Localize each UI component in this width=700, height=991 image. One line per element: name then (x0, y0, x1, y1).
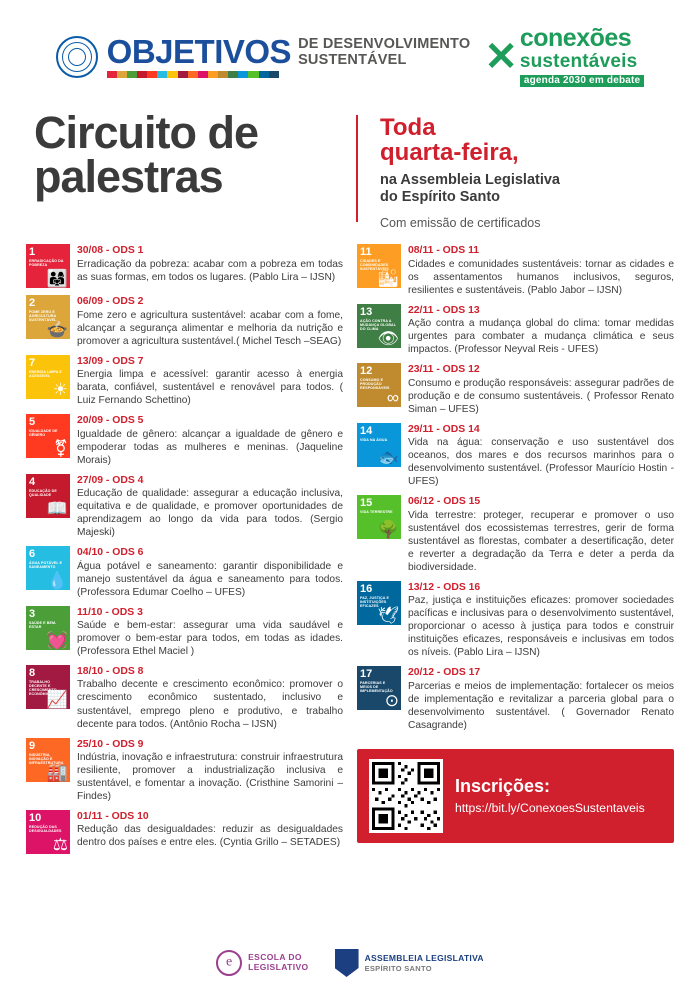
ods-icon-1 (26, 244, 70, 288)
conexoes-mark-icon: ✕ (484, 34, 514, 79)
ods-glyph-icon: 🍲 (46, 320, 68, 340)
ods-label: ERRADICAÇÃO DA POBREZA (29, 259, 64, 268)
ods-icon-17 (357, 666, 401, 710)
schedule-entry (26, 738, 343, 804)
ods-color-swatch-10 (198, 71, 208, 78)
ods-glyph-icon: ⊙ (384, 691, 399, 711)
ods-icon-13 (357, 304, 401, 348)
ods-subtitle-line2: SUSTENTÁVEL (298, 51, 407, 68)
ods-color-swatch-11 (208, 71, 218, 78)
schedule-entry (26, 546, 343, 598)
entry-date: 04/10 - ODS 6 (77, 547, 144, 559)
entry-date: 01/11 - ODS 10 (77, 811, 149, 823)
title-block (0, 93, 700, 240)
ods-label: ÁGUA POTÁVEL E SANEAMENTO (29, 561, 63, 570)
entry-text (77, 810, 343, 849)
ods-color-swatch-12 (218, 71, 228, 78)
entry-date: 08/11 - ODS 11 (408, 245, 480, 257)
entry-text (77, 606, 343, 658)
ods-glyph-icon: ⚧ (53, 439, 68, 459)
assembleia-legislativa-logo (335, 949, 484, 977)
subtitle-red-line1: Toda (380, 114, 436, 142)
schedule-entry (26, 606, 343, 658)
entry-description: Vida na água: conservação e uso sustentável dos oceanos, dos mares e dos recursos marinhos para o desenvolvimento sustentável. (Professor Maurício Hostin - UFES) (408, 437, 674, 488)
ods-label: SAÚDE E BEM-ESTAR (29, 620, 57, 629)
ods-glyph-icon: ☀ (52, 379, 68, 399)
ods-glyph-icon: 👁 (377, 328, 399, 348)
ods-number: 10 (29, 812, 42, 825)
escola-name-line1: ESCOLA DO (248, 952, 302, 963)
ods-color-swatch-3 (127, 71, 137, 78)
ods-icon-10 (26, 810, 70, 854)
ods-label: ENERGIA LIMPA E ACESSÍVEL (29, 369, 62, 378)
ods-glyph-icon: ⚖ (52, 835, 68, 855)
ods-glyph-icon: 📖 (46, 498, 68, 518)
schedule-entry (357, 495, 674, 574)
ods-color-swatch-1 (107, 71, 117, 78)
ods-icon-4 (26, 474, 70, 518)
ods-icon-7 (26, 355, 70, 399)
entry-description: Fome zero e agricultura sustentável: acabar com a fome, alcançar a segurança alimentar e melhoria da nutrição e promover a agricultura sustentável.( Michel Tesch –SEAG) (77, 309, 343, 347)
entry-date: 06/09 - ODS 2 (77, 296, 144, 308)
page-title-line1: Circuito de (34, 107, 259, 159)
schedule-entry (26, 665, 343, 731)
entry-text (408, 581, 674, 660)
ods-number: 13 (360, 305, 373, 318)
entry-date: 27/09 - ODS 4 (77, 474, 144, 486)
ods-icon-3 (26, 606, 70, 650)
ods-number: 15 (360, 497, 373, 510)
ods-colorbar (107, 71, 279, 78)
entry-description: Vida terrestre: proteger, recuperar e promover o uso sustentável dos ecossistemas terrestres, gerir de forma sustentável as florestas, combater a desertificação, deter e reverter a degradação da Terra e deter a perda da biodiversidade. (408, 509, 674, 573)
entry-description: Trabalho decente e crescimento econômico: promover o crescimento econômico sustentado, inclusivo e sustentável, emprego pleno e produtivo, e trabalho decente para todos. (Antônio Rocha – IJSN) (77, 679, 343, 730)
schedule-entry (357, 304, 674, 356)
escola-emblem-icon (216, 950, 242, 976)
ods-glyph-icon: 🏙 (377, 269, 399, 289)
ods-label: VIDA NA ÁGUA (360, 437, 388, 442)
ods-label: PAZ, JUSTIÇA E INSTITUIÇÕES EFICAZES (360, 595, 389, 608)
ods-icon-9 (26, 738, 70, 782)
entry-text (77, 474, 343, 540)
ods-glyph-icon: 💓 (46, 630, 68, 650)
entry-date: 11/10 - ODS 3 (77, 606, 143, 618)
ods-icon-15 (357, 495, 401, 539)
schedule-entry (357, 581, 674, 660)
entry-date: 20/12 - ODS 17 (408, 667, 481, 679)
entry-text (77, 244, 343, 283)
page-title-line2: palestras (34, 151, 223, 203)
escola-do-legislativo-logo (216, 950, 308, 976)
assembleia-name-line2: ESPÍRITO SANTO (364, 963, 432, 973)
page-header (0, 0, 700, 93)
entry-description: Água potável e saneamento: garantir disponibilidade e manejo sustentável da água e saneamento para todos. (Professora Edumar Coelho – UFES) (77, 560, 343, 598)
entry-text (77, 738, 343, 804)
inscricoes-title: Inscrições: (455, 775, 551, 796)
schedule-entry (26, 474, 343, 540)
ods-color-swatch-5 (147, 71, 157, 78)
entry-date: 30/08 - ODS 1 (77, 245, 144, 257)
ods-label: REDUÇÃO DAS DESIGUALDADES (29, 825, 62, 834)
ods-color-swatch-17 (269, 71, 279, 78)
ods-number: 7 (29, 356, 36, 369)
ods-glyph-icon: 📈 (46, 690, 68, 710)
ods-number: 5 (29, 416, 36, 429)
entry-description: Paz, justiça e instituições eficazes: promover sociedades pacíficas e inclusivas para o desenvolvimento sustentável, proporcionar o acesso à justiça para todos e construir instituições eficazes, responsáveis e inclusivas em todos os níveis. (Pablo Lira – IJSN) (408, 595, 674, 659)
ods-glyph-icon: 🌳 (377, 520, 399, 540)
ods-label: INDÚSTRIA, INOVAÇÃO E INFRAESTRUTURA (29, 752, 64, 765)
entry-text (77, 546, 343, 598)
schedule-entry (26, 810, 343, 854)
ods-color-swatch-2 (117, 71, 127, 78)
title-left (34, 107, 334, 230)
schedule-entry (26, 414, 343, 466)
ods-subtitle (298, 36, 470, 68)
schedule-entry (26, 355, 343, 407)
ods-label: CIDADES E COMUNIDADES SUSTENTÁVEIS (360, 259, 389, 272)
inscricoes-link[interactable]: https://bit.ly/ConexoesSustentaveis (455, 800, 645, 815)
entry-text (408, 304, 674, 356)
ods-icon-5 (26, 414, 70, 458)
ods-number: 14 (360, 424, 373, 437)
certificates-note: Com emissão de certificados (380, 216, 541, 231)
schedule-column-left (26, 244, 343, 854)
ods-label: EDUCAÇÃO DE QUALIDADE (29, 488, 57, 497)
entry-description: Redução das desigualdades: reduzir as desigualdades dentro dos países e entre eles. (Cyntia Grillo – SETADES) (77, 824, 343, 849)
ods-icon-8 (26, 665, 70, 709)
ods-wordmark: OBJETIVOS (106, 33, 292, 71)
conexoes-line1: conexões (519, 24, 632, 52)
entry-description: Igualdade de gênero: alcançar a igualdade de gênero e empoderar todas as mulheres e meninas. (Jaqueline Morais) (77, 428, 343, 466)
conexoes-line3: agenda 2030 em debate (520, 75, 644, 87)
venue-line2: do Espírito Santo (380, 188, 501, 205)
entry-text (77, 355, 343, 407)
ods-number: 17 (360, 668, 373, 681)
entry-date: 18/10 - ODS 8 (77, 666, 144, 678)
qr-code-icon[interactable] (369, 759, 443, 833)
ods-icon-11 (357, 244, 401, 288)
ods-icon-2 (26, 295, 70, 339)
schedule-entry (357, 666, 674, 732)
entry-date: 13/09 - ODS 7 (77, 355, 144, 367)
ods-color-swatch-8 (178, 71, 188, 78)
ods-color-swatch-15 (248, 71, 258, 78)
schedule-entry (26, 244, 343, 288)
ods-color-swatch-9 (188, 71, 198, 78)
entry-description: Consumo e produção responsáveis: assegurar padrões de produção e de consumo sustentáveis. ( Professor Renato Siman – UFES) (408, 377, 674, 415)
schedule-entry (357, 244, 674, 296)
ods-glyph-icon: 👨‍👩‍👧 (46, 269, 68, 289)
conexoes-sustentaveis-logo (484, 26, 644, 87)
inscricoes-banner[interactable] (357, 749, 674, 843)
ods-icon-6 (26, 546, 70, 590)
schedule-entry (26, 295, 343, 347)
entry-text (77, 665, 343, 731)
escola-name (248, 953, 308, 973)
assembleia-shield-icon (335, 949, 359, 977)
ods-glyph-icon: 🕊 (377, 605, 399, 625)
entry-date: 13/12 - ODS 16 (408, 581, 481, 593)
schedule-column-right (357, 244, 674, 854)
ods-number: 2 (29, 297, 36, 310)
page-footer (0, 949, 700, 977)
entry-date: 20/09 - ODS 5 (77, 415, 144, 427)
ods-label: AÇÃO CONTRA A MUDANÇA GLOBAL DO CLIMA (360, 318, 396, 331)
ods-number: 3 (29, 607, 36, 620)
ods-color-swatch-14 (238, 71, 248, 78)
entry-date: 29/11 - ODS 14 (408, 423, 480, 435)
ods-subtitle-line1: DE DESENVOLVIMENTO (298, 35, 471, 52)
title-right (380, 111, 560, 230)
ods-number: 16 (360, 582, 373, 595)
ods-label: FOME ZERO E AGRICULTURA SUSTENTÁVEL (29, 310, 57, 323)
ods-glyph-icon: 🏭 (46, 762, 68, 782)
ods-color-swatch-6 (157, 71, 167, 78)
inscricoes-text (455, 777, 645, 815)
ods-color-swatch-4 (137, 71, 147, 78)
ods-glyph-icon: 🐟 (377, 447, 399, 467)
entry-text (77, 414, 343, 466)
ods-number: 8 (29, 667, 36, 680)
ods-number: 6 (29, 548, 36, 561)
ods-label: VIDA TERRESTRE (360, 510, 393, 515)
entry-description: Ação contra a mudança global do clima: tomar medidas urgentes para combater a mudança climática e seus impactos. (Professor Neyval Reis - UFES) (408, 318, 674, 356)
subtitle-red-line2: quarta-feira, (380, 139, 519, 167)
schedule-columns (0, 240, 700, 854)
entry-description: Saúde e bem-estar: assegurar uma vida saudável e promover o bem-estar para todos, em todas as idades. (Professora Ethel Maciel ) (77, 619, 343, 658)
ods-label: TRABALHO DECENTE E CRESCIMENTO ECONÔMICO (29, 680, 57, 697)
ods-label: CONSUMO E PRODUÇÃO RESPONSÁVEIS (360, 378, 390, 391)
entry-text (408, 666, 674, 732)
entry-description: Indústria, inovação e infraestrutura: construir infraestrutura resiliente, promover a industrialização inclusiva e sustentável, e fomentar a inovação. (Cristhine Samorini –Findes) (77, 751, 343, 803)
qr-code-svg (372, 762, 440, 830)
title-divider (356, 115, 358, 222)
ods-icon-12 (357, 363, 401, 407)
ods-label: IGUALDADE DE GÊNERO (29, 429, 58, 438)
entry-description: Cidades e comunidades sustentáveis: tornar as cidades e os assentamentos humanos inclusivos, seguros, resilientes e sustentáveis. (Pablo Jabor – IJSN) (408, 258, 674, 296)
ods-color-swatch-7 (167, 71, 177, 78)
entry-date: 06/12 - ODS 15 (408, 496, 481, 508)
entry-description: Educação de qualidade: assegurar a educação inclusiva, equitativa e de qualidade, e promover oportunidades de aprendizagem ao longo da vida para todos. (Sergio Majeski) (77, 488, 343, 539)
ods-color-swatch-13 (228, 71, 238, 78)
entry-date: 25/10 - ODS 9 (77, 738, 144, 750)
ods-icon-14 (357, 423, 401, 467)
ods-icon-16 (357, 581, 401, 625)
assembleia-name-line1: ASSEMBLEIA LEGISLATIVA (364, 953, 484, 964)
venue-line1: na Assembleia Legislativa (380, 171, 560, 188)
ods-logo (56, 35, 471, 78)
ods-number: 12 (360, 365, 373, 378)
entry-date: 22/11 - ODS 13 (408, 304, 480, 316)
entry-description: Parcerias e meios de implementação: fortalecer os meios de implementação e revitalizar a parceria global para o desenvolvimento sustentável. ( Governador Renato Casagrande) (408, 680, 674, 731)
ods-glyph-icon: 💧 (46, 571, 68, 591)
ods-color-swatch-16 (259, 71, 269, 78)
entry-date: 23/11 - ODS 12 (408, 364, 480, 376)
ods-number: 1 (29, 246, 36, 259)
ods-number: 9 (29, 739, 36, 752)
ods-number: 11 (360, 246, 372, 259)
entry-text (408, 244, 674, 296)
ods-number: 4 (29, 475, 36, 488)
entry-text (408, 423, 674, 489)
assembleia-name (365, 953, 484, 972)
ods-glyph-icon: ∞ (386, 388, 399, 408)
ods-label: PARCERIAS E MEIOS DE IMPLEMENTAÇÃO (360, 681, 393, 694)
un-emblem-icon (56, 36, 98, 78)
entry-description: Energia limpa e acessível: garantir acesso à energia barata, confiável, sustentável e renovável para todos. ( Luiz Fernando Schettino) (77, 369, 343, 407)
entry-text (408, 363, 674, 415)
escola-name-line2: LEGISLATIVO (248, 962, 309, 972)
entry-text (408, 495, 674, 574)
schedule-entry (357, 363, 674, 415)
conexoes-line2: sustentáveis (519, 50, 638, 72)
schedule-entry (357, 423, 674, 489)
entry-text (77, 295, 343, 347)
entry-description: Erradicação da pobreza: acabar com a pobreza em todas as suas formas, em todos os lugares. (Pablo Lira – IJSN) (77, 258, 343, 283)
